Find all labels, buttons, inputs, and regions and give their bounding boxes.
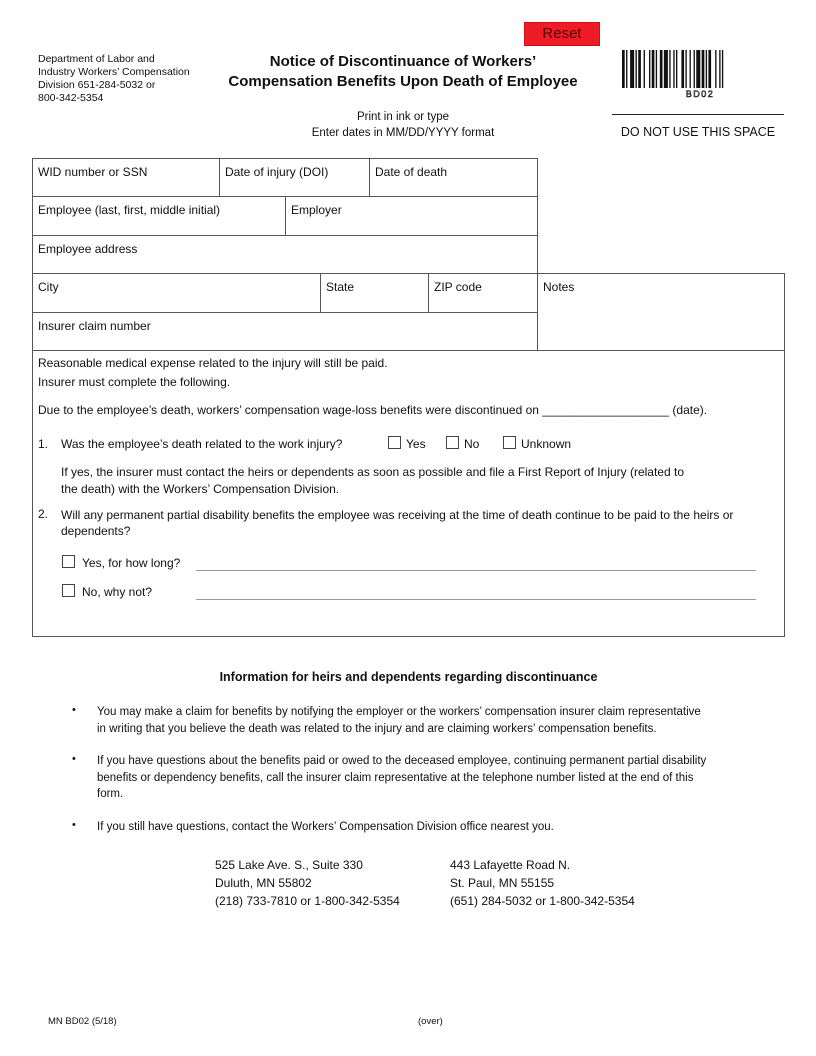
print-note: Print in ink or type xyxy=(356,111,450,123)
q1-text: Was the employee’s death related to the work injury? xyxy=(61,437,343,451)
agency-line: 800-342-5354 xyxy=(38,92,104,104)
info-paragraph xyxy=(97,753,757,803)
zip-label: ZIP code xyxy=(434,280,482,294)
barcode-bar xyxy=(694,50,695,88)
how-long-line[interactable] xyxy=(196,570,756,571)
why-not-line[interactable] xyxy=(196,599,756,600)
barcode-bar xyxy=(719,50,720,88)
reset-button[interactable]: Reset xyxy=(524,22,600,46)
title-line: Compensation Benefits Upon Death of Employee xyxy=(228,73,578,90)
q2-yes-checkbox[interactable] xyxy=(62,555,75,568)
doi-field[interactable] xyxy=(219,158,370,197)
barcode-bar xyxy=(715,50,716,88)
barcode-bar xyxy=(649,50,650,88)
medical-note: Reasonable medical expense related to the injury will still be paid. xyxy=(38,356,388,370)
barcode-bar xyxy=(669,50,670,88)
zip-field[interactable] xyxy=(428,273,538,313)
employee-field[interactable] xyxy=(32,196,286,236)
address-label: Employee address xyxy=(38,242,138,256)
info-paragraph: If you still have questions, contact the Workers’ Compensation Division office nearest you. xyxy=(97,821,554,833)
doi-label: Date of injury (DOI) xyxy=(225,165,329,179)
barcode-bar xyxy=(636,50,637,88)
q2-text: Will any permanent partial disability benefits the employee was receiving at the time of death continue to be paid to the heirs or xyxy=(61,508,734,522)
info-line: benefits or dependency benefits, call the insurer claim representative at the telephone number listed at the end of this xyxy=(97,771,694,784)
dod-label: Date of death xyxy=(375,165,448,179)
barcode-bar xyxy=(696,50,700,88)
barcode-bar xyxy=(644,50,645,88)
barcode-bar xyxy=(652,50,655,88)
barcode-bar xyxy=(656,50,657,88)
do-not-use-label: DO NOT USE THIS SPACE xyxy=(620,125,776,139)
claim-number-field[interactable] xyxy=(32,312,538,351)
st-paul-office xyxy=(450,856,635,910)
barcode-bar xyxy=(676,50,677,88)
employer-label: Employer xyxy=(291,203,342,217)
barcode-bar xyxy=(685,50,686,88)
q2-no-label: No, why not? xyxy=(82,585,153,599)
notes-field[interactable] xyxy=(537,273,785,351)
insurer-note: Insurer must complete the following. xyxy=(38,375,231,389)
address-field[interactable] xyxy=(32,235,538,274)
q1-number: 1. xyxy=(38,437,49,451)
barcode-bar xyxy=(638,50,641,88)
address-line: (651) 284-5032 or 1-800-342-5354 xyxy=(450,894,635,908)
address-line: (218) 733-7810 or 1-800-342-5354 xyxy=(215,894,400,908)
barcode-bar xyxy=(673,50,674,88)
info-heading: Information for heirs and dependents regarding discontinuance xyxy=(219,670,598,684)
employee-label: Employee (last, first, middle initial) xyxy=(38,203,221,217)
agency-line: Industry Workers’ Compensation xyxy=(38,66,190,78)
barcode-bar xyxy=(708,50,711,88)
state-label: State xyxy=(326,280,355,294)
form-id: MN BD02 (5/18) xyxy=(48,1016,117,1027)
agency-line: Department of Labor and xyxy=(38,53,155,65)
do-not-use-divider xyxy=(612,114,784,115)
barcode-bar xyxy=(690,50,691,88)
claim-number-label: Insurer claim number xyxy=(38,319,151,333)
q2-yes-label: Yes, for how long? xyxy=(82,556,181,570)
barcode-label: BD02 xyxy=(685,89,715,98)
state-field[interactable] xyxy=(320,273,429,313)
city-field[interactable] xyxy=(32,273,321,313)
address-line: Duluth, MN 55802 xyxy=(215,876,312,890)
q1-note-line: If yes, the insurer must contact the heirs or dependents as soon as possible and file a First Report of Injury (related to xyxy=(61,465,684,479)
dod-field[interactable] xyxy=(369,158,538,197)
q1-yes-label: Yes xyxy=(406,437,426,451)
q2-no-checkbox[interactable] xyxy=(62,584,75,597)
q1-yes-checkbox[interactable] xyxy=(388,436,401,449)
address-line: St. Paul, MN 55155 xyxy=(450,876,555,890)
barcode-bar xyxy=(630,50,634,88)
q1-no-checkbox[interactable] xyxy=(446,436,459,449)
barcode-bar xyxy=(681,50,684,88)
info-line: You may make a claim for benefits by notifying the employer or the workers’ compensation insurer claim representative xyxy=(97,706,701,718)
barcode-bar xyxy=(626,50,627,88)
bullet: • xyxy=(72,753,76,765)
info-line: form. xyxy=(97,788,124,800)
q1-unknown-label: Unknown xyxy=(521,437,572,451)
wid-field[interactable] xyxy=(32,158,220,197)
barcode-bar xyxy=(722,50,723,88)
over-note: (over) xyxy=(418,1016,443,1027)
q1-no-label: No xyxy=(464,437,480,451)
discontinued-statement: Due to the employee’s death, workers’ compensation wage-loss benefits were discontinued on ___________________ (date). xyxy=(38,403,708,417)
q1-note-line: the death) with the Workers’ Compensation Division. xyxy=(61,482,340,496)
agency-line: Division 651-284-5032 or xyxy=(38,79,156,91)
barcode-bar xyxy=(706,50,707,88)
info-line: in writing that you believe the death was related to the injury and are claiming workers’ compensation benefits. xyxy=(97,722,657,735)
form-title xyxy=(222,52,584,92)
info-paragraph xyxy=(97,704,757,737)
barcode-bar xyxy=(622,50,625,88)
barcode-bar xyxy=(664,50,668,88)
barcode xyxy=(620,50,780,98)
q1-unknown-checkbox[interactable] xyxy=(503,436,516,449)
bullet: • xyxy=(72,819,76,831)
title-line: Notice of Discontinuance of Workers’ xyxy=(269,53,537,70)
q2-text: dependents? xyxy=(61,524,131,538)
info-line: If you have questions about the benefits paid or owed to the deceased employee, continuing permanent partial disability xyxy=(97,755,707,767)
notes-label: Notes xyxy=(543,280,575,294)
date-format-note: Enter dates in MM/DD/YYYY format xyxy=(311,127,495,139)
agency-info xyxy=(38,53,218,105)
address-line: 443 Lafayette Road N. xyxy=(450,858,571,872)
wid-label: WID number or SSN xyxy=(38,165,148,179)
barcode-bar xyxy=(660,50,663,88)
address-line: 525 Lake Ave. S., Suite 330 xyxy=(215,858,363,872)
barcode-bar xyxy=(702,50,705,88)
employer-field[interactable] xyxy=(285,196,538,236)
duluth-office xyxy=(215,856,400,910)
q2-number: 2. xyxy=(38,507,49,521)
bullet: • xyxy=(72,704,76,716)
city-label: City xyxy=(38,280,59,294)
